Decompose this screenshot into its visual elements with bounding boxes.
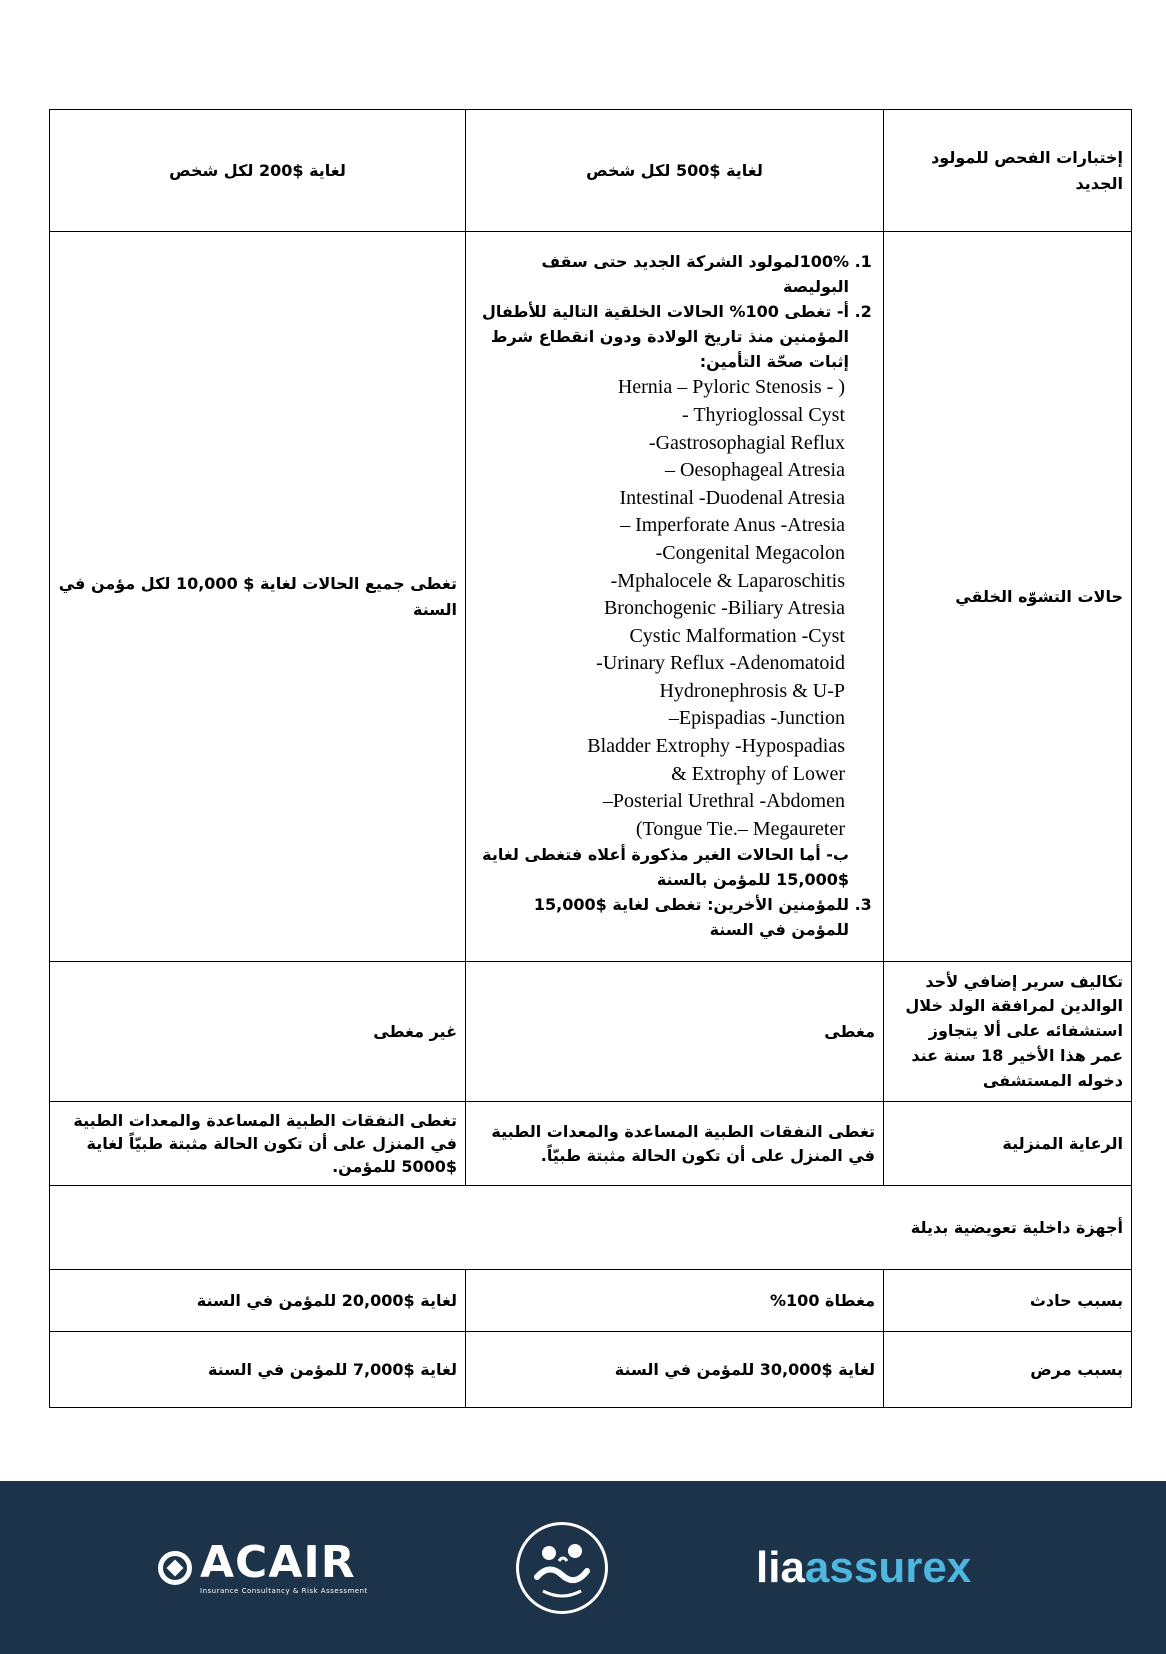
- condition-line: –Posterial Urethral -Abdomen: [602, 790, 845, 813]
- newborn-tests-label: إختبارات الفحص للمولود الجديد: [884, 110, 1132, 232]
- condition-line: - Thyrioglossal Cyst: [682, 403, 845, 426]
- condition-line: Intestinal -Duodenal Atresia: [619, 486, 845, 509]
- illness-col3: لغاية $7,000 للمؤمن في السنة: [50, 1332, 466, 1408]
- congenital-col3: تغطى جميع الحالات لغاية $ 10,000 لكل مؤمن في السنة: [50, 232, 466, 962]
- illness-label: بسبب مرض: [884, 1332, 1132, 1408]
- condition-line: -Congenital Megacolon: [655, 541, 845, 564]
- condition-line: Bronchogenic -Biliary Atresia: [603, 597, 845, 620]
- condition-line: –Epispadias -Junction: [668, 707, 845, 730]
- liassurex-logo-part2: assurex: [804, 1542, 972, 1592]
- acair-logo-name: ACAIR: [200, 1536, 356, 1588]
- condition-line: – Imperforate Anus -Atresia: [620, 514, 845, 537]
- accident-col2: مغطاة 100%: [466, 1270, 884, 1332]
- congenital-label: حالات التشوّه الخلقي: [884, 232, 1132, 962]
- condition-line: -Mphalocele & Laparoschitis: [610, 569, 845, 592]
- congenital-item-3: 3. للمؤمنين الأخرين: تغطى لغاية $15,000 للمؤمن في السنة: [474, 893, 849, 943]
- home-care-col2: تغطى النفقات الطبية المساعدة والمعدات الطبية في المنزل على أن تكون الحالة مثبتة طبيّاً.: [466, 1102, 884, 1186]
- condition-line: -Urinary Reflux -Adenomatoid: [596, 652, 845, 675]
- liassurex-logo: [756, 1481, 971, 1654]
- congenital-item-2b: ب- أما الحالات الغير مذكورة أعلاه فتغطى لغاية $15,000 للمؤمن بالسنة: [482, 845, 849, 890]
- row-illness: [50, 1332, 1132, 1408]
- newborn-tests-col3: لغاية $200 لكل شخص: [50, 110, 466, 232]
- acair-mark-icon: [158, 1551, 192, 1585]
- condition-line: -Gastrosophagial Reflux: [648, 431, 845, 454]
- row-home-care: [50, 1102, 1132, 1186]
- row-accident: [50, 1270, 1132, 1332]
- prosthetics-heading: أجهزة داخلية تعويضية بديلة: [50, 1186, 1132, 1270]
- footer-bar: [0, 1481, 1166, 1654]
- extra-bed-col2: مغطى: [466, 962, 884, 1102]
- acair-logo: [158, 1481, 368, 1654]
- acair-logo-tagline: Insurance Consultancy & Risk Assessment: [200, 1586, 368, 1595]
- congenital-conditions-list: [474, 374, 849, 843]
- home-care-label: الرعاية المنزلية: [884, 1102, 1132, 1186]
- condition-line: – Oesophageal Atresia: [665, 459, 845, 482]
- extra-bed-label: تكاليف سرير إضافي لأحد الوالدين لمرافقة الولد خلال استشفائه على ألا يتجاوز عمر هذا الأخير 18 سنة عند دخوله المستشفى: [884, 962, 1132, 1102]
- condition-line: Bladder Extrophy -Hypospadias: [587, 735, 845, 758]
- accident-label: بسبب حادث: [884, 1270, 1132, 1332]
- congenital-item-2a: أ- تغطى 100% الحالات الخلقية التالية للأطفال المؤمنين منذ تاريخ الولادة ودون انقطاع شرط إثبات صحّة التأمين:: [481, 301, 849, 371]
- congenital-col2: [466, 232, 884, 962]
- association-emblem-icon: [516, 1522, 608, 1614]
- congenital-item-1: 1. 100%لمولود الشركة الجديد حتى سقف البوليصة: [474, 250, 849, 300]
- condition-line: (Tongue Tie.– Megaureter: [635, 817, 845, 840]
- center-emblem-logo: [516, 1481, 608, 1654]
- row-prosthetics-heading: [50, 1186, 1132, 1270]
- illness-col2: لغاية $30,000 للمؤمن في السنة: [466, 1332, 884, 1408]
- row-extra-bed: [50, 962, 1132, 1102]
- benefits-table: [49, 109, 1132, 1408]
- condition-line: Hernia – Pyloric Stenosis - ): [617, 376, 845, 399]
- home-care-col3: تغطى النفقات الطبية المساعدة والمعدات الطبية في المنزل على أن تكون الحالة مثبتة طبيّاً لغاية $5000 للمؤمن.: [50, 1102, 466, 1186]
- congenital-item-2: [474, 300, 849, 893]
- row-congenital: [50, 232, 1132, 962]
- newborn-tests-col2: لغاية $500 لكل شخص: [466, 110, 884, 232]
- condition-line: & Extrophy of Lower: [671, 762, 845, 785]
- condition-line: Hydronephrosis & U-P: [659, 679, 845, 702]
- extra-bed-col3: غير مغطى: [50, 962, 466, 1102]
- congenital-list: [474, 250, 875, 942]
- row-newborn-tests: [50, 110, 1132, 232]
- condition-line: Cystic Malformation -Cyst: [629, 624, 845, 647]
- liassurex-logo-part1: lia: [756, 1542, 805, 1592]
- accident-col3: لغاية $20,000 للمؤمن في السنة: [50, 1270, 466, 1332]
